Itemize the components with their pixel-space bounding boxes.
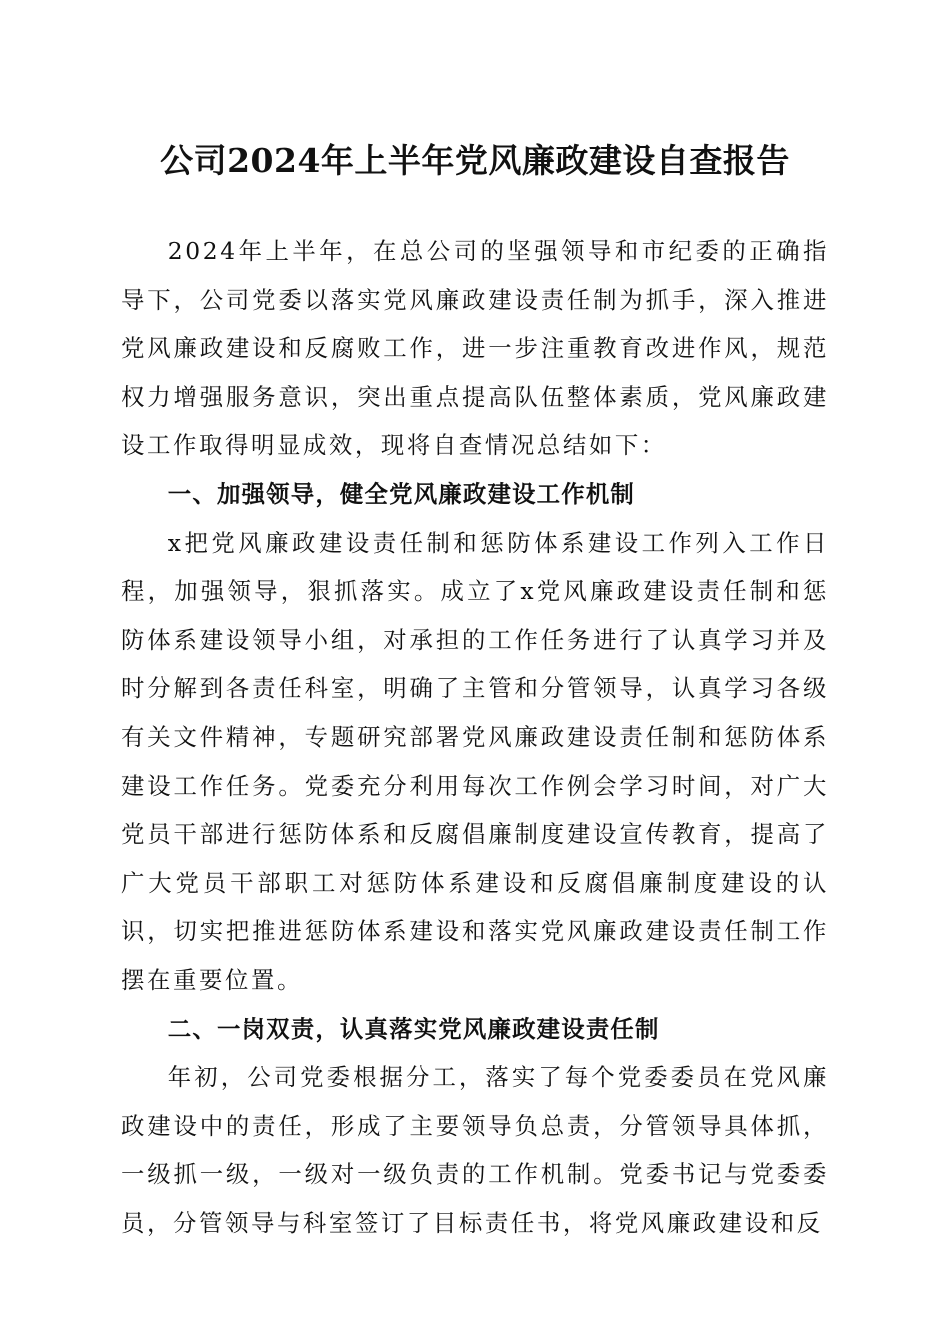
- document-body: [121, 227, 829, 1247]
- section-paragraph-2: 年初，公司党委根据分工，落实了每个党委委员在党风廉政建设中的责任，形成了主要领导负总责，分管领导具体抓，一级抓一级，一级对一级负责的工作机制。党委书记与党委委员，分管领导与科室签订了目标责任书，将党风廉政建设和反: [121, 1063, 829, 1237]
- section-heading-2: 二、一岗双责，认真落实党风廉政建设责任制: [167, 1014, 660, 1043]
- section-paragraph-1: x把党风廉政建设责任制和惩防体系建设工作列入工作日程，加强领导，狠抓落实。成立了x党风廉政建设责任制和惩防体系建设领导小组，对承担的工作任务进行了认真学习并及时分解到各责任科室，明确了主管和分管领导，认真学习各级有关文件精神，专题研究部署党风廉政建设责任制和惩防体系建设工作任务。党委充分利用每次工作例会学习时间，对广大党员干部进行惩防体系和反腐倡廉制度建设宣传教育，提高了广大党员干部职工对惩防体系建设和反腐倡廉制度建设的认识，切实把推进惩防体系建设和落实党风廉政建设责任制工作摆在重要位置。: [121, 528, 829, 994]
- intro-paragraph: 2024年上半年，在总公司的坚强领导和市纪委的正确指导下，公司党委以落实党风廉政建设责任制为抓手，深入推进党风廉政建设和反腐败工作，进一步注重教育改进作风，规范权力增强服务意识，突出重点提高队伍整体素质，党风廉政建设工作取得明显成效，现将自查情况总结如下：: [121, 237, 829, 460]
- document-title: 公司2024年上半年党风廉政建设自查报告: [160, 141, 790, 180]
- section-heading-1: 一、加强领导，健全党风廉政建设工作机制: [167, 479, 636, 508]
